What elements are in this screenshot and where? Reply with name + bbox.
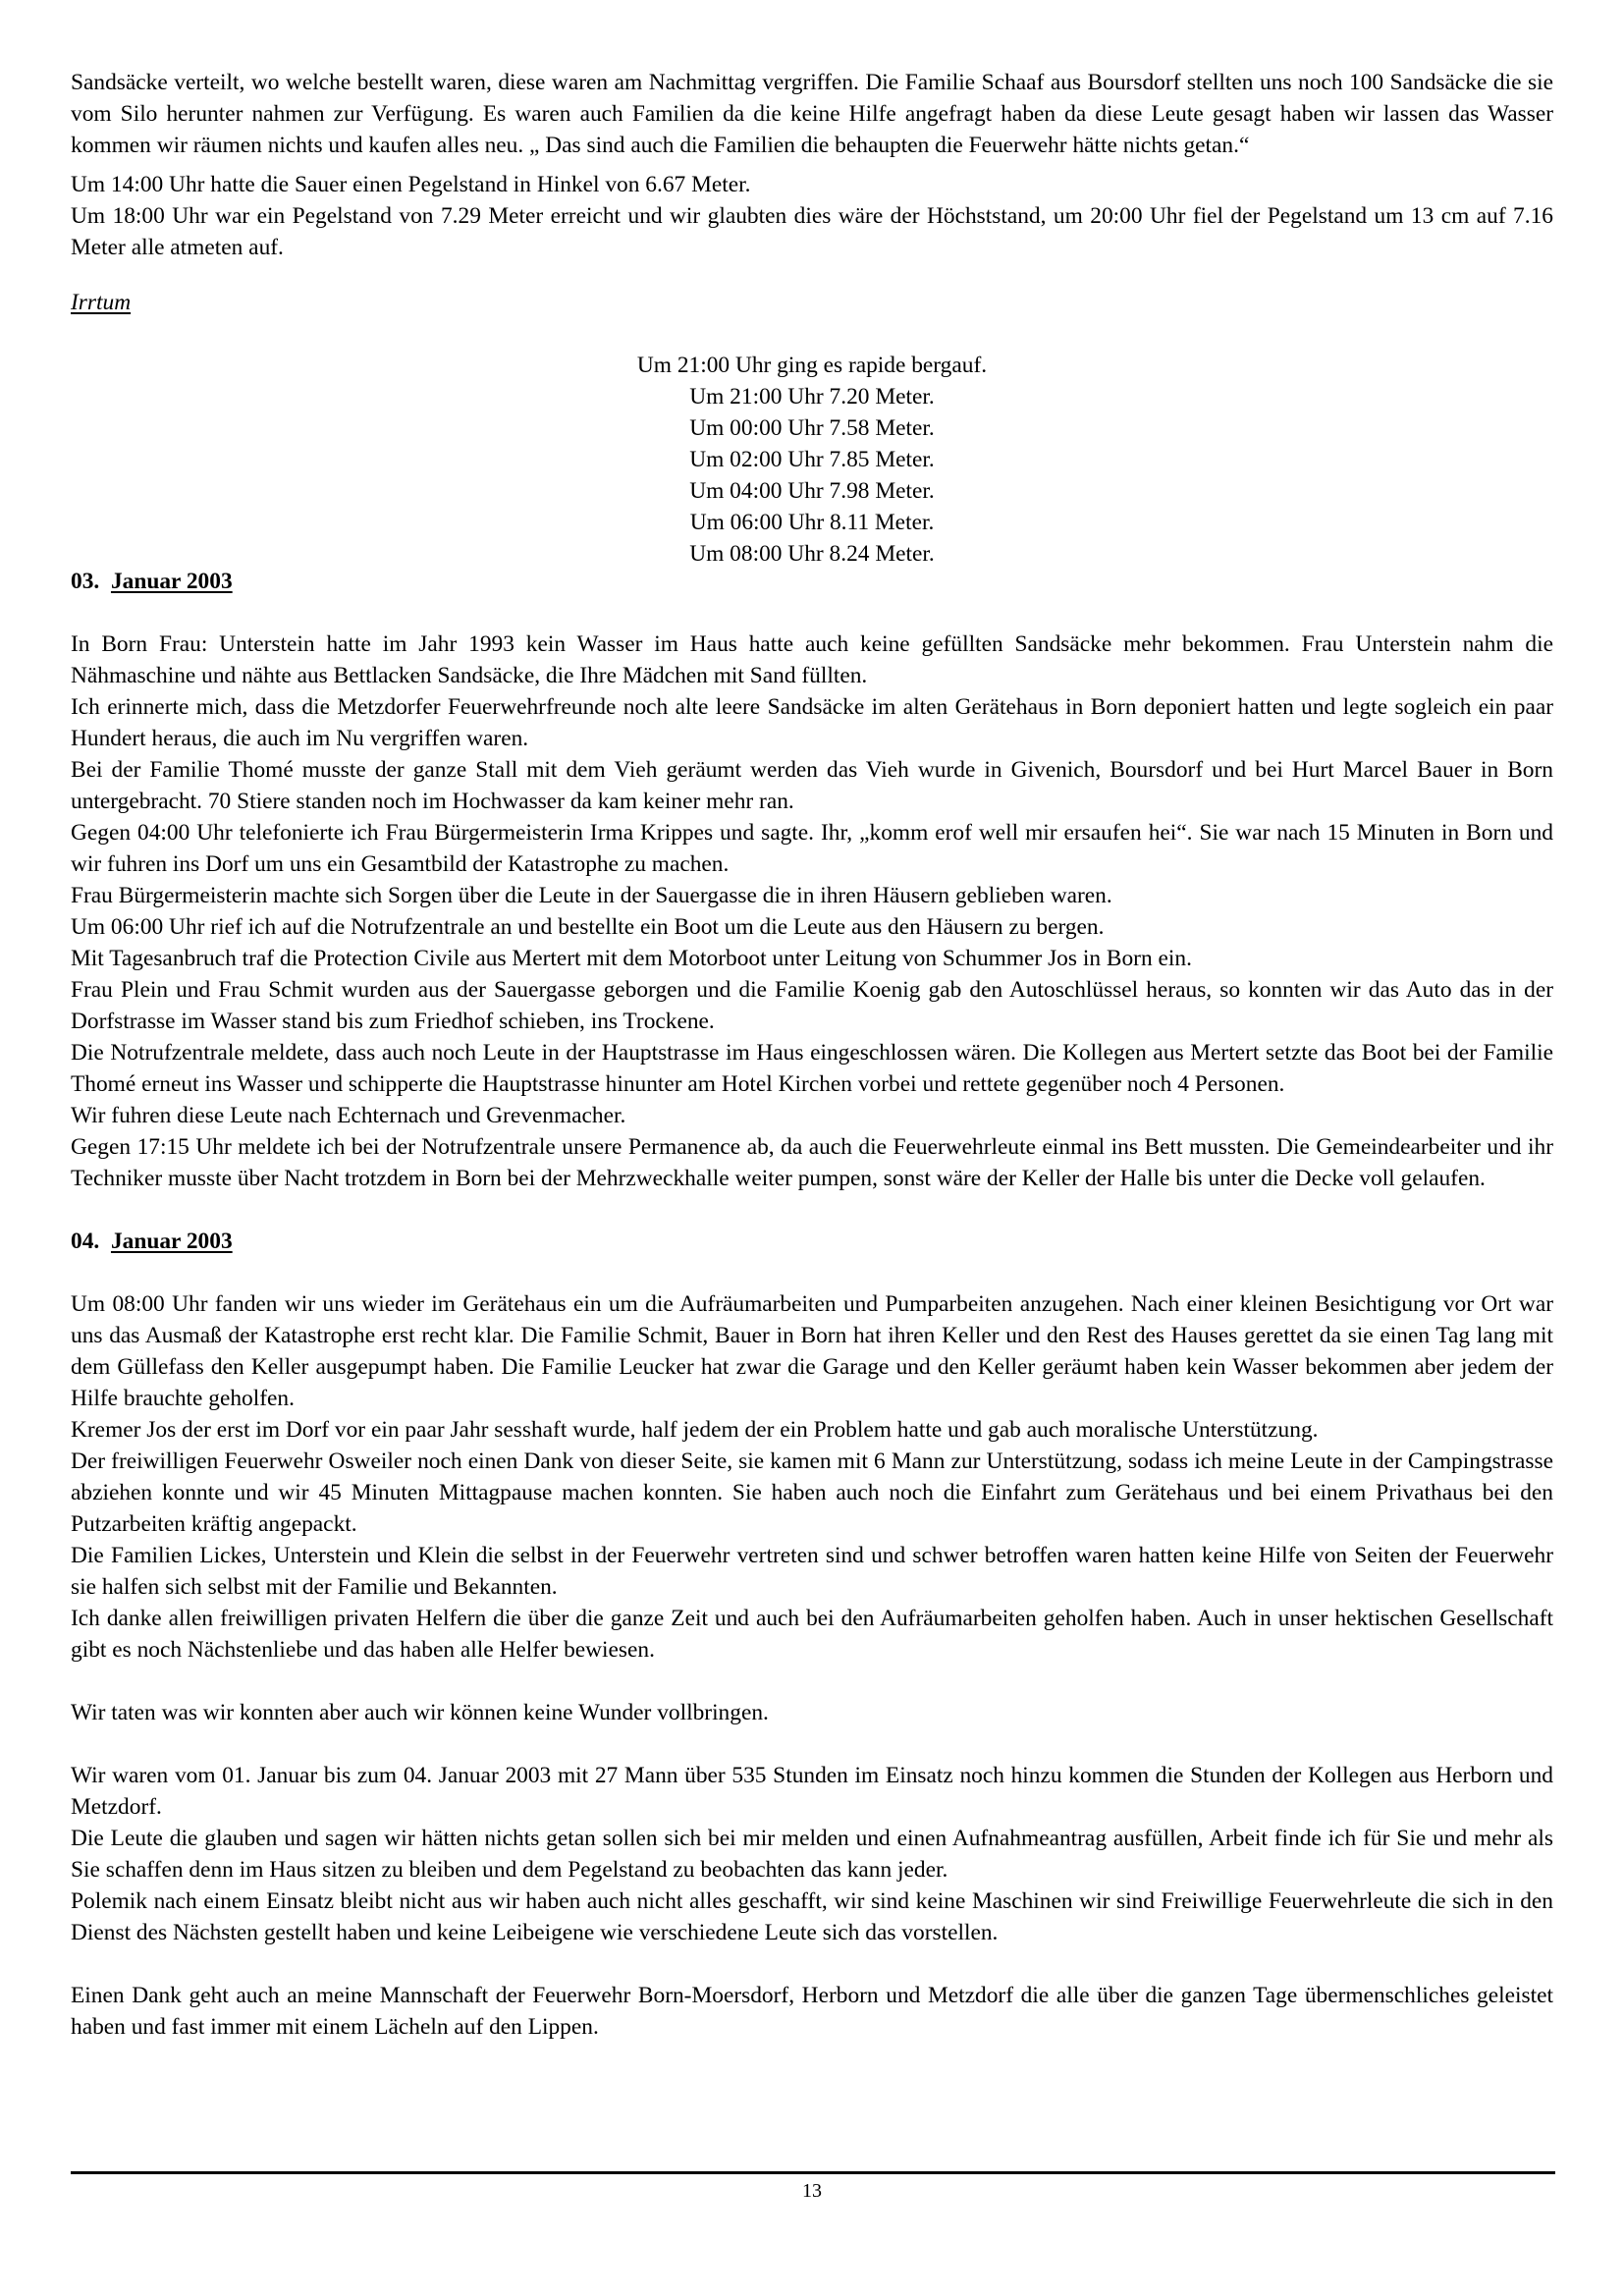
paragraph: Ich erinnerte mich, dass die Metzdorfer Feuerwehrfreunde noch alte leere Sandsäcke im alten Gerätehaus in Born deponiert hatten und legte sogleich ein paar Hundert heraus, die auch im Nu vergriffen waren. [71, 694, 1553, 751]
section-heading-jan4 [71, 1226, 1553, 1257]
closing-paragraph: Einen Dank geht auch an meine Mannschaft der Feuerwehr Born-Moersdorf, Herborn und Metzdorf die alle über die ganzen Tage übermenschliches geleistet haben und fast immer mit einem Lächeln auf den Lippen. [71, 1983, 1553, 2040]
paragraph: Frau Plein und Frau Schmit wurden aus der Sauergasse geborgen und die Familie Koenig gab den Autoschlüssel heraus, so konnten wir das Auto das in der Dorfstrasse im Wasser stand bis zum Friedhof schieben, ins Trockene. [71, 977, 1553, 1034]
paragraph: Polemik nach einem Einsatz bleibt nicht aus wir haben auch nicht alles geschafft, wir sind keine Maschinen wir sind Freiwillige Feuerwehrleute die sich in den Dienst des Nächsten gestellt haben und keine Leibeigene wie verschiedene Leute sich das vorstellen. [71, 1888, 1553, 1945]
water-level-line: Um 06:00 Uhr 8.11 Meter. [689, 510, 935, 535]
pegel-paragraph-2: Um 18:00 Uhr war ein Pegelstand von 7.29 Meter erreicht und wir glaubten dies wäre der Höchststand, um 20:00 Uhr fiel der Pegelstand um 13 cm auf 7.16 Meter alle atmeten auf. [71, 203, 1553, 260]
motto: Wir taten was wir konnten aber auch wir können keine Wunder vollbringen. [71, 1700, 769, 1725]
section-month-year: Januar 2003 [110, 569, 233, 594]
water-level-line: Um 02:00 Uhr 7.85 Meter. [689, 447, 935, 472]
water-level-line: Um 00:00 Uhr 7.58 Meter. [689, 415, 935, 441]
summary [71, 1760, 1553, 1948]
water-level-line: Um 08:00 Uhr 8.24 Meter. [689, 541, 935, 567]
section-body-jan4 [71, 1288, 1553, 1666]
water-level-line: Um 21:00 Uhr 7.20 Meter. [689, 384, 935, 410]
water-level-line: Um 21:00 Uhr ging es rapide bergauf. [636, 353, 988, 378]
section-month-year: Januar 2003 [110, 1229, 233, 1254]
paragraph: Frau Bürgermeisterin machte sich Sorgen über die Leute in der Sauergasse die in ihren Häusern geblieben waren. [71, 883, 1112, 908]
paragraph: Gegen 17:15 Uhr meldete ich bei der Notrufzentrale unsere Permanence ab, da auch die Feuerwehrleute einmal ins Bett mussten. Die Gemeindearbeiter und ihr Techniker musste über Nacht trotzdem in Born bei der Mehrzweckhalle weiter pumpen, sonst wäre der Keller der Halle bis unter die Decke voll gelaufen. [71, 1134, 1553, 1191]
paragraph: Die Leute die glauben und sagen wir hätten nichts getan sollen sich bei mir melden und einen Aufnahmeantrag ausfüllen, Arbeit finde ich für Sie und mehr als Sie schaffen denn im Haus sitzen zu bleiben und dem Pegelstand zu beobachten das kann jeder. [71, 1826, 1553, 1883]
paragraph: Wir fuhren diese Leute nach Echternach und Grevenmacher. [71, 1103, 626, 1128]
section-day: 04. [71, 1229, 100, 1254]
paragraph: Der freiwilligen Feuerwehr Osweiler noch einen Dank von dieser Seite, sie kamen mit 6 Mann zur Unterstützung, sodass ich meine Leute in der Campingstrasse abziehen konnte und wir 45 Minuten Mittagpause machen konnten. Sie haben auch noch die Einfahrt zum Gerätehaus und bei einem Privathaus bei den Putzarbeiten kräftig angepackt. [71, 1449, 1553, 1537]
paragraph: Um 06:00 Uhr rief ich auf die Notrufzentrale an und bestellte ein Boot um die Leute aus den Häusern zu bergen. [71, 914, 1105, 940]
paragraph: Gegen 04:00 Uhr telefonierte ich Frau Bürgermeisterin Irma Krippes und sagte. Ihr, „komm erof well mir ersaufen hei“. Sie war nach 15 Minuten in Born und wir fuhren ins Dorf um uns ein Gesamtbild der Katastrophe zu machen. [71, 820, 1553, 877]
paragraph: Bei der Familie Thomé musste der ganze Stall mit dem Vieh geräumt werden das Vieh wurde in Givenich, Boursdorf und bei Hurt Marcel Bauer in Born untergebracht. 70 Stiere standen noch im Hochwasser da kam keiner mehr ran. [71, 757, 1553, 814]
paragraph: In Born Frau: Unterstein hatte im Jahr 1993 kein Wasser im Haus hatte auch keine gefüllten Sandsäcke mehr bekommen. Frau Unterstein nahm die Nähmaschine und nähte aus Bettlacken Sandsäcke, die Ihre Mädchen mit Sand füllten. [71, 631, 1553, 688]
paragraph: Mit Tagesanbruch traf die Protection Civile aus Mertert mit dem Motorboot unter Leitung von Schummer Jos in Born ein. [71, 946, 1192, 971]
paragraph: Kremer Jos der erst im Dorf vor ein paar Jahr sesshaft wurde, half jedem der ein Problem hatte und gab auch moralische Unterstützung. [71, 1417, 1319, 1443]
paragraph: Ich danke allen freiwilligen privaten Helfern die über die ganze Zeit und auch bei den Aufräumarbeiten geholfen haben. Auch in unser hektischen Gesellschaft gibt es noch Nächstenliebe und das haben alle Helfer bewiesen. [71, 1606, 1553, 1663]
irrtum-heading [71, 287, 1553, 318]
intro-paragraph: Sandsäcke verteilt, wo welche bestellt waren, diese waren am Nachmittag vergriffen. Die Familie Schaaf aus Boursdorf stellten uns noch 100 Sandsäcke die sie vom Silo herunter nahmen zur Verfügung. Es waren auch Familien da die keine Hilfe angefragt haben da diese Leute gesagt haben wir lassen das Wasser kommen wir räumen nichts und kaufen alles neu. „ Das sind auch die Familien die behaupten die Feuerwehr hätte nichts getan.“ [71, 70, 1553, 158]
paragraph: Die Notrufzentrale meldete, dass auch noch Leute in der Hauptstrasse im Haus eingeschlossen wären. Die Kollegen aus Mertert setzte das Boot bei der Familie Thomé erneut ins Wasser und schipperte die Hauptstrasse hinunter am Hotel Kirchen vorbei und rettete gegenüber noch 4 Personen. [71, 1040, 1553, 1097]
water-level-list [71, 350, 1553, 570]
pegel-paragraph-1: Um 14:00 Uhr hatte die Sauer einen Pegelstand in Hinkel von 6.67 Meter. [71, 172, 751, 197]
section-body-jan3 [71, 629, 1553, 1194]
section-heading-jan3 [71, 566, 1553, 597]
document-page [71, 67, 1553, 2043]
page-number: 13 [802, 2180, 822, 2202]
water-level-line: Um 04:00 Uhr 7.98 Meter. [689, 478, 935, 504]
paragraph: Die Familien Lickes, Unterstein und Klein die selbst in der Feuerwehr vertreten sind und schwer betroffen waren hatten keine Hilfe von Seiten der Feuerwehr sie halfen sich selbst mit der Familie und Bekannten. [71, 1543, 1553, 1600]
footer-divider [71, 2171, 1555, 2174]
irrtum-title: Irrtum [71, 290, 132, 315]
section-day: 03. [71, 569, 100, 594]
paragraph: Um 08:00 Uhr fanden wir uns wieder im Gerätehaus ein um die Aufräumarbeiten und Pumparbeiten anzugehen. Nach einer kleinen Besichtigung vor Ort war uns das Ausmaß der Katastrophe erst recht klar. Die Familie Schmit, Bauer in Born hat ihren Keller und den Rest des Hauses gerettet da sie einen Tag lang mit dem Güllefass den Keller ausgepumpt haben. Die Familie Leucker hat zwar die Garage und den Keller geräumt haben kein Wasser bekommen aber jedem der Hilfe brauchte geholfen. [71, 1291, 1553, 1411]
paragraph: Wir waren vom 01. Januar bis zum 04. Januar 2003 mit 27 Mann über 535 Stunden im Einsatz noch hinzu kommen die Stunden der Kollegen aus Herborn und Metzdorf. [71, 1763, 1553, 1820]
